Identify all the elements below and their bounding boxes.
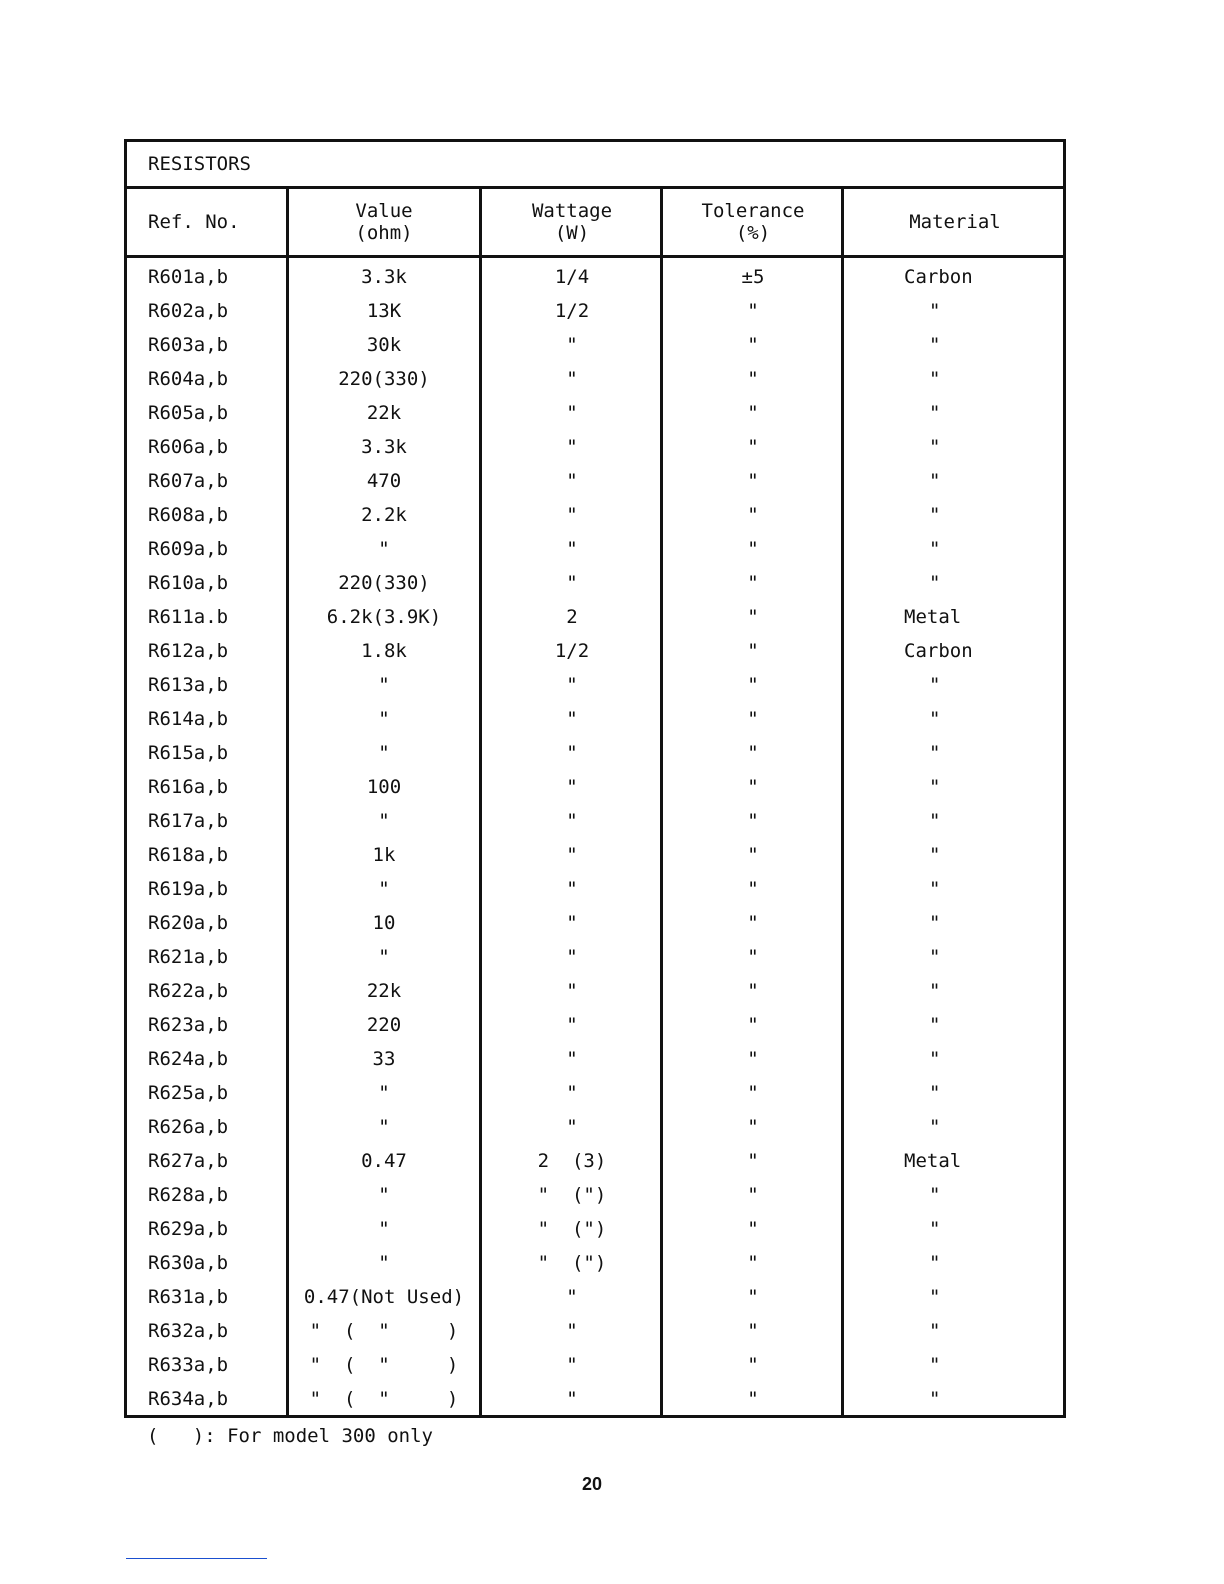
wattage-cell: "	[566, 504, 578, 526]
value-cell: 220	[366, 1014, 402, 1036]
header-value	[289, 189, 479, 255]
table-row	[127, 838, 1063, 872]
ref-no-cell: R606a,b	[148, 436, 229, 458]
tolerance-cell: "	[747, 300, 759, 322]
tolerance-cell: "	[747, 1320, 759, 1342]
tolerance-cell: "	[747, 1082, 759, 1104]
ref-no-cell: R611a.b	[148, 606, 229, 628]
value-cell: 3.3k	[361, 266, 407, 288]
table-row	[127, 600, 1063, 634]
table-header-row	[127, 189, 1063, 258]
table-row	[127, 396, 1063, 430]
value-cell: "	[378, 810, 390, 832]
table-row	[127, 328, 1063, 362]
ref-no-cell: R618a,b	[148, 844, 229, 866]
table-row	[127, 498, 1063, 532]
footer-rule	[126, 1558, 267, 1559]
tolerance-cell: "	[747, 1388, 759, 1410]
material-cell: "	[929, 980, 941, 1002]
tolerance-cell: "	[747, 1184, 759, 1206]
wattage-cell: "	[566, 572, 578, 594]
table-row	[127, 940, 1063, 974]
wattage-cell: "	[566, 1388, 578, 1410]
tolerance-cell: "	[747, 776, 759, 798]
ref-no-cell: R607a,b	[148, 470, 229, 492]
ref-no-cell: R616a,b	[148, 776, 229, 798]
header-material-line1: Material	[909, 211, 1001, 233]
value-cell: 220(330)	[338, 368, 430, 390]
value-cell: "	[378, 538, 390, 560]
value-cell: 33	[372, 1048, 396, 1070]
wattage-cell: "	[566, 674, 578, 696]
value-cell: "	[378, 1116, 390, 1138]
header-wattage	[483, 189, 661, 255]
material-cell: "	[929, 1048, 941, 1070]
tolerance-cell: ±5	[741, 266, 765, 288]
ref-no-cell: R623a,b	[148, 1014, 229, 1036]
tolerance-cell: "	[747, 1218, 759, 1240]
wattage-cell: "	[566, 1354, 578, 1376]
wattage-cell: "	[566, 1082, 578, 1104]
tolerance-cell: "	[747, 1252, 759, 1274]
table-row	[127, 260, 1063, 294]
tolerance-cell: "	[747, 538, 759, 560]
ref-no-cell: R613a,b	[148, 674, 229, 696]
material-cell: "	[929, 776, 941, 798]
wattage-cell: "	[566, 1320, 578, 1342]
wattage-cell: "	[566, 1116, 578, 1138]
material-cell: "	[929, 946, 941, 968]
tolerance-cell: "	[747, 912, 759, 934]
table-row	[127, 804, 1063, 838]
wattage-cell: " (")	[537, 1218, 607, 1240]
tolerance-cell: "	[747, 334, 759, 356]
wattage-cell: 1/2	[554, 640, 590, 662]
table-row	[127, 736, 1063, 770]
value-cell: "	[378, 674, 390, 696]
value-cell: 10	[372, 912, 396, 934]
wattage-cell: "	[566, 1048, 578, 1070]
ref-no-cell: R614a,b	[148, 708, 229, 730]
table-row	[127, 770, 1063, 804]
value-cell: 22k	[366, 402, 402, 424]
ref-no-cell: R609a,b	[148, 538, 229, 560]
wattage-cell: "	[566, 470, 578, 492]
value-cell: "	[378, 946, 390, 968]
header-material	[845, 189, 1065, 255]
header-wattage-line2: (W)	[554, 222, 590, 244]
value-cell: " ( " )	[309, 1354, 459, 1376]
ref-no-cell: R626a,b	[148, 1116, 229, 1138]
table-row	[127, 430, 1063, 464]
ref-no-cell: R619a,b	[148, 878, 229, 900]
ref-no-cell: R624a,b	[148, 1048, 229, 1070]
table-row	[127, 1212, 1063, 1246]
table-row	[127, 1076, 1063, 1110]
header-tolerance-line1: Tolerance	[701, 200, 805, 222]
ref-no-cell: R633a,b	[148, 1354, 229, 1376]
tolerance-cell: "	[747, 1354, 759, 1376]
value-cell: 100	[366, 776, 402, 798]
table-row	[127, 362, 1063, 396]
table-row	[127, 1246, 1063, 1280]
header-value-line2: (ohm)	[355, 222, 413, 244]
tolerance-cell: "	[747, 980, 759, 1002]
tolerance-cell: "	[747, 640, 759, 662]
tolerance-cell: "	[747, 606, 759, 628]
table-row	[127, 1280, 1063, 1314]
tolerance-cell: "	[747, 436, 759, 458]
ref-no-cell: R631a,b	[148, 1286, 229, 1308]
wattage-cell: 2 (3)	[537, 1150, 607, 1172]
table-row	[127, 294, 1063, 328]
value-cell: 2.2k	[361, 504, 407, 526]
ref-no-cell: R628a,b	[148, 1184, 229, 1206]
header-ref-no-line1: Ref. No.	[148, 211, 240, 233]
value-cell: "	[378, 1184, 390, 1206]
table-row	[127, 1382, 1063, 1416]
wattage-cell: " (")	[537, 1252, 607, 1274]
table-row	[127, 668, 1063, 702]
material-cell: "	[929, 504, 941, 526]
header-ref-no	[127, 189, 289, 255]
value-cell: 0.47(Not Used)	[303, 1286, 465, 1308]
table-row	[127, 906, 1063, 940]
ref-no-cell: R617a,b	[148, 810, 229, 832]
tolerance-cell: "	[747, 708, 759, 730]
wattage-cell: "	[566, 946, 578, 968]
tolerance-cell: "	[747, 1048, 759, 1070]
material-cell: "	[929, 1388, 941, 1410]
material-cell: "	[929, 572, 941, 594]
wattage-cell: "	[566, 844, 578, 866]
ref-no-cell: R603a,b	[148, 334, 229, 356]
wattage-cell: "	[566, 334, 578, 356]
ref-no-cell: R620a,b	[148, 912, 229, 934]
ref-no-cell: R605a,b	[148, 402, 229, 424]
table-row	[127, 1042, 1063, 1076]
value-cell: "	[378, 742, 390, 764]
ref-no-cell: R601a,b	[148, 266, 229, 288]
ref-no-cell: R615a,b	[148, 742, 229, 764]
ref-no-cell: R602a,b	[148, 300, 229, 322]
material-cell: "	[929, 674, 941, 696]
ref-no-cell: R608a,b	[148, 504, 229, 526]
tolerance-cell: "	[747, 572, 759, 594]
wattage-cell: "	[566, 1014, 578, 1036]
ref-no-cell: R627a,b	[148, 1150, 229, 1172]
material-cell: "	[929, 810, 941, 832]
tolerance-cell: "	[747, 810, 759, 832]
wattage-cell: 2	[566, 606, 578, 628]
tolerance-cell: "	[747, 878, 759, 900]
wattage-cell: "	[566, 538, 578, 560]
value-cell: 1.8k	[361, 640, 407, 662]
ref-no-cell: R634a,b	[148, 1388, 229, 1410]
value-cell: "	[378, 1218, 390, 1240]
section-title: RESISTORS	[127, 142, 1063, 189]
value-cell: "	[378, 878, 390, 900]
material-cell: "	[929, 878, 941, 900]
ref-no-cell: R632a,b	[148, 1320, 229, 1342]
tolerance-cell: "	[747, 674, 759, 696]
resistor-parts-table	[124, 139, 1066, 1418]
ref-no-cell: R622a,b	[148, 980, 229, 1002]
value-cell: 220(330)	[338, 572, 430, 594]
material-cell: "	[929, 1252, 941, 1274]
table-row	[127, 1348, 1063, 1382]
wattage-cell: "	[566, 912, 578, 934]
tolerance-cell: "	[747, 742, 759, 764]
table-row	[127, 1144, 1063, 1178]
header-value-line1: Value	[355, 200, 413, 222]
table-row	[127, 1178, 1063, 1212]
material-cell: Metal	[904, 1150, 962, 1172]
table-row	[127, 1110, 1063, 1144]
header-wattage-line1: Wattage	[531, 200, 613, 222]
ref-no-cell: R610a,b	[148, 572, 229, 594]
tolerance-cell: "	[747, 504, 759, 526]
wattage-cell: 1/4	[554, 266, 590, 288]
material-cell: "	[929, 334, 941, 356]
ref-no-cell: R629a,b	[148, 1218, 229, 1240]
tolerance-cell: "	[747, 1150, 759, 1172]
wattage-cell: "	[566, 1286, 578, 1308]
material-cell: "	[929, 1014, 941, 1036]
material-cell: "	[929, 1184, 941, 1206]
material-cell: "	[929, 436, 941, 458]
material-cell: "	[929, 1218, 941, 1240]
material-cell: Metal	[904, 606, 962, 628]
table-row	[127, 702, 1063, 736]
value-cell: 3.3k	[361, 436, 407, 458]
wattage-cell: "	[566, 878, 578, 900]
material-cell: "	[929, 742, 941, 764]
value-cell: 1k	[372, 844, 396, 866]
material-cell: "	[929, 538, 941, 560]
wattage-cell: " (")	[537, 1184, 607, 1206]
value-cell: 470	[366, 470, 402, 492]
material-cell: "	[929, 470, 941, 492]
header-tolerance-line2: (%)	[735, 222, 771, 244]
material-cell: "	[929, 1082, 941, 1104]
ref-no-cell: R630a,b	[148, 1252, 229, 1274]
material-cell: "	[929, 300, 941, 322]
wattage-cell: "	[566, 980, 578, 1002]
wattage-cell: "	[566, 810, 578, 832]
wattage-cell: 1/2	[554, 300, 590, 322]
table-row	[127, 872, 1063, 906]
value-cell: "	[378, 708, 390, 730]
footnote: ( ): For model 300 only	[147, 1425, 433, 1447]
table-row	[127, 1314, 1063, 1348]
material-cell: "	[929, 1286, 941, 1308]
table-row	[127, 634, 1063, 668]
header-tolerance	[664, 189, 842, 255]
wattage-cell: "	[566, 368, 578, 390]
tolerance-cell: "	[747, 368, 759, 390]
material-cell: "	[929, 402, 941, 424]
material-cell: "	[929, 1320, 941, 1342]
value-cell: 0.47	[361, 1150, 407, 1172]
wattage-cell: "	[566, 708, 578, 730]
tolerance-cell: "	[747, 1286, 759, 1308]
value-cell: " ( " )	[309, 1320, 459, 1342]
material-cell: Carbon	[904, 640, 973, 662]
value-cell: 30k	[366, 334, 402, 356]
material-cell: "	[929, 1116, 941, 1138]
value-cell: " ( " )	[309, 1388, 459, 1410]
tolerance-cell: "	[747, 946, 759, 968]
value-cell: 13K	[366, 300, 402, 322]
wattage-cell: "	[566, 776, 578, 798]
table-row	[127, 566, 1063, 600]
table-row	[127, 974, 1063, 1008]
material-cell: "	[929, 912, 941, 934]
value-cell: "	[378, 1082, 390, 1104]
wattage-cell: "	[566, 742, 578, 764]
page-number: 20	[581, 1474, 603, 1494]
value-cell: 6.2k(3.9K)	[326, 606, 442, 628]
table-row	[127, 464, 1063, 498]
table-row	[127, 532, 1063, 566]
tolerance-cell: "	[747, 1116, 759, 1138]
wattage-cell: "	[566, 436, 578, 458]
ref-no-cell: R604a,b	[148, 368, 229, 390]
tolerance-cell: "	[747, 402, 759, 424]
material-cell: "	[929, 708, 941, 730]
material-cell: "	[929, 1354, 941, 1376]
value-cell: 22k	[366, 980, 402, 1002]
table-row	[127, 1008, 1063, 1042]
value-cell: "	[378, 1252, 390, 1274]
material-cell: Carbon	[904, 266, 973, 288]
ref-no-cell: R612a,b	[148, 640, 229, 662]
material-cell: "	[929, 368, 941, 390]
tolerance-cell: "	[747, 844, 759, 866]
ref-no-cell: R625a,b	[148, 1082, 229, 1104]
ref-no-cell: R621a,b	[148, 946, 229, 968]
wattage-cell: "	[566, 402, 578, 424]
tolerance-cell: "	[747, 1014, 759, 1036]
tolerance-cell: "	[747, 470, 759, 492]
material-cell: "	[929, 844, 941, 866]
